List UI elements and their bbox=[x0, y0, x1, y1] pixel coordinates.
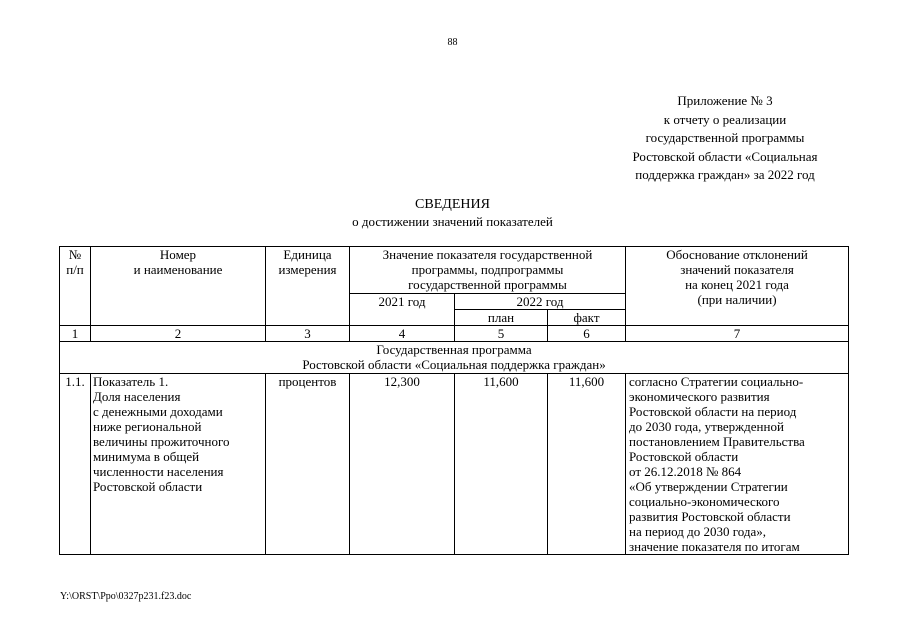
page-number: 88 bbox=[447, 37, 458, 48]
header-plan: план bbox=[455, 310, 548, 326]
appendix-line: поддержка граждан» за 2022 год bbox=[635, 167, 815, 182]
table-row bbox=[60, 374, 849, 555]
indicator-unit: процентов bbox=[266, 374, 350, 555]
header-year-2022: 2022 год bbox=[455, 294, 626, 310]
appendix-line: Ростовской области «Социальная bbox=[632, 148, 818, 164]
deviation-justification: согласно Стратегии социально- экономического развития Ростовской области на период до 2030 года, утвержденной постановлением Правительства Ростовской области от 26.12.2018 № 864 «Об утверждении Стратегии социально-экономического развития Ростовской области на период до 2030 года», значение показателя по итогам bbox=[626, 374, 849, 555]
appendix-line: Приложение № 3 bbox=[677, 93, 773, 108]
header-name: Номер и наименование bbox=[91, 247, 266, 326]
value-fact: 11,600 bbox=[548, 374, 626, 555]
column-number: 6 bbox=[548, 326, 626, 342]
value-plan: 11,600 bbox=[455, 374, 548, 555]
header-value: Значение показателя государственной программы, подпрограммы государственной программы bbox=[350, 247, 626, 294]
column-number: 4 bbox=[350, 326, 455, 342]
section-heading: Государственная программа Ростовской области «Социальная поддержка граждан» bbox=[60, 342, 849, 374]
header-year-2021: 2021 год bbox=[350, 294, 455, 326]
header-justification: Обоснование отклонений значений показателя на конец 2021 года (при наличии) bbox=[626, 247, 849, 326]
document-title: СВЕДЕНИЯ bbox=[415, 197, 490, 212]
column-number: 7 bbox=[626, 326, 849, 342]
row-number: 1.1. bbox=[60, 374, 91, 555]
indicator-name: Показатель 1. Доля населения с денежными доходами ниже региональной величины прожиточного минимума в общей численности населения Ростовской области bbox=[91, 374, 266, 555]
header-num: № п/п bbox=[60, 247, 91, 326]
appendix-line: государственной программы bbox=[645, 130, 805, 145]
appendix-line: к отчету о реализации bbox=[663, 111, 787, 127]
column-number: 2 bbox=[91, 326, 266, 342]
header-unit: Единица измерения bbox=[266, 247, 350, 326]
document-subtitle: о достижении значений показателей bbox=[352, 214, 553, 229]
column-number: 5 bbox=[455, 326, 548, 342]
value-2021: 12,300 bbox=[350, 374, 455, 555]
appendix-note bbox=[605, 92, 845, 185]
header-fact: факт bbox=[548, 310, 626, 326]
column-number: 3 bbox=[266, 326, 350, 342]
column-number: 1 bbox=[60, 326, 91, 342]
file-path-footer: Y:\ORST\Ppo\0327p231.f23.doc bbox=[60, 591, 192, 602]
indicators-table bbox=[59, 246, 849, 555]
